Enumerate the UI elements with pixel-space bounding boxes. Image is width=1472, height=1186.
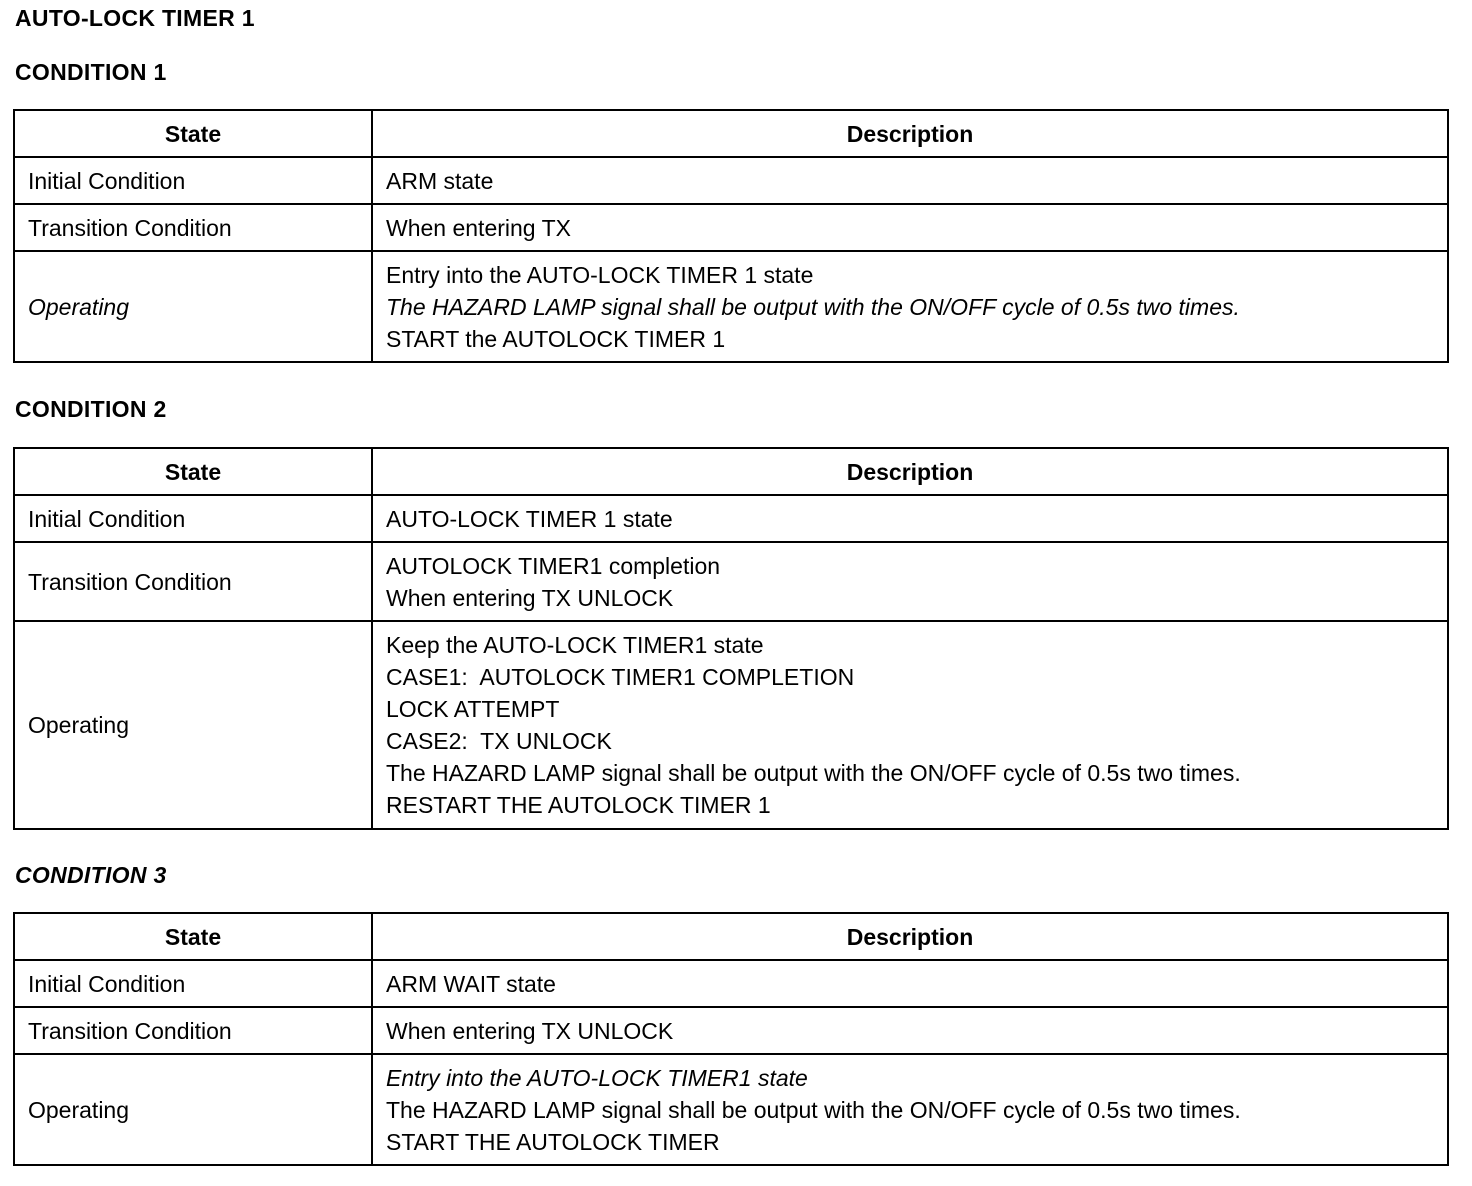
description-cell (372, 157, 1448, 204)
description-line: AUTOLOCK TIMER1 completion (386, 552, 721, 579)
state-cell: Initial Condition (14, 495, 372, 542)
description-column-header: Description (372, 913, 1448, 960)
description-cell (372, 495, 1448, 542)
table-row-operating (14, 1054, 1448, 1165)
table-row-transition-condition (14, 204, 1448, 251)
condition-3-table (13, 912, 1449, 1166)
state-column-header: State (14, 110, 372, 157)
state-cell: Transition Condition (14, 204, 372, 251)
state-cell: Initial Condition (14, 157, 372, 204)
table-row-operating (14, 621, 1448, 829)
condition-1-table (13, 109, 1449, 363)
description-line: Entry into the AUTO-LOCK TIMER 1 state (386, 261, 814, 288)
state-cell: Operating (14, 1054, 372, 1165)
description-line: When entering TX UNLOCK (386, 1017, 674, 1044)
description-line: AUTO-LOCK TIMER 1 state (386, 505, 673, 532)
description-cell (372, 1054, 1448, 1165)
description-line: Entry into the AUTO-LOCK TIMER1 state (386, 1064, 808, 1091)
description-line: ARM WAIT state (386, 970, 556, 997)
table-header-row (14, 913, 1448, 960)
condition-3-heading: CONDITION 3 (15, 862, 167, 888)
description-line: The HAZARD LAMP signal shall be output with the ON/OFF cycle of 0.5s two times. (386, 1096, 1241, 1123)
table-row-initial-condition (14, 960, 1448, 1007)
description-line: When entering TX UNLOCK (386, 584, 674, 611)
description-line: Keep the AUTO-LOCK TIMER1 state (386, 632, 764, 658)
description-line: The HAZARD LAMP signal shall be output with the ON/OFF cycle of 0.5s two times. (386, 293, 1240, 320)
description-cell (372, 542, 1448, 621)
table-row-initial-condition (14, 157, 1448, 204)
description-column-header: Description (372, 448, 1448, 495)
description-line: CASE2: TX UNLOCK (386, 728, 612, 754)
description-line: START THE AUTOLOCK TIMER (386, 1128, 720, 1155)
description-column-header: Description (372, 110, 1448, 157)
description-cell (372, 1007, 1448, 1054)
table-row-transition-condition (14, 1007, 1448, 1054)
state-cell: Operating (14, 251, 372, 362)
state-cell: Operating (14, 621, 372, 829)
state-cell: Transition Condition (14, 1007, 372, 1054)
state-column-header: State (14, 913, 372, 960)
description-line: RESTART THE AUTOLOCK TIMER 1 (386, 792, 771, 818)
condition-2-heading: CONDITION 2 (15, 396, 167, 422)
table-row-initial-condition (14, 495, 1448, 542)
table-row-operating (14, 251, 1448, 362)
description-line: CASE1: AUTOLOCK TIMER1 COMPLETION (386, 664, 855, 690)
state-column-header: State (14, 448, 372, 495)
table-header-row (14, 110, 1448, 157)
description-line: When entering TX (386, 214, 571, 241)
state-cell: Initial Condition (14, 960, 372, 1007)
description-cell (372, 621, 1448, 829)
description-line: The HAZARD LAMP signal shall be output with the ON/OFF cycle of 0.5s two times. (386, 760, 1241, 786)
state-cell: Transition Condition (14, 542, 372, 621)
description-cell (372, 251, 1448, 362)
description-cell (372, 960, 1448, 1007)
description-line: ARM state (386, 167, 494, 194)
condition-1-heading: CONDITION 1 (15, 59, 167, 85)
page-title: AUTO-LOCK TIMER 1 (15, 5, 255, 31)
description-line: LOCK ATTEMPT (386, 696, 560, 722)
table-header-row (14, 448, 1448, 495)
description-cell (372, 204, 1448, 251)
condition-2-table (13, 447, 1449, 830)
table-row-transition-condition (14, 542, 1448, 621)
description-line: START the AUTOLOCK TIMER 1 (386, 325, 726, 352)
